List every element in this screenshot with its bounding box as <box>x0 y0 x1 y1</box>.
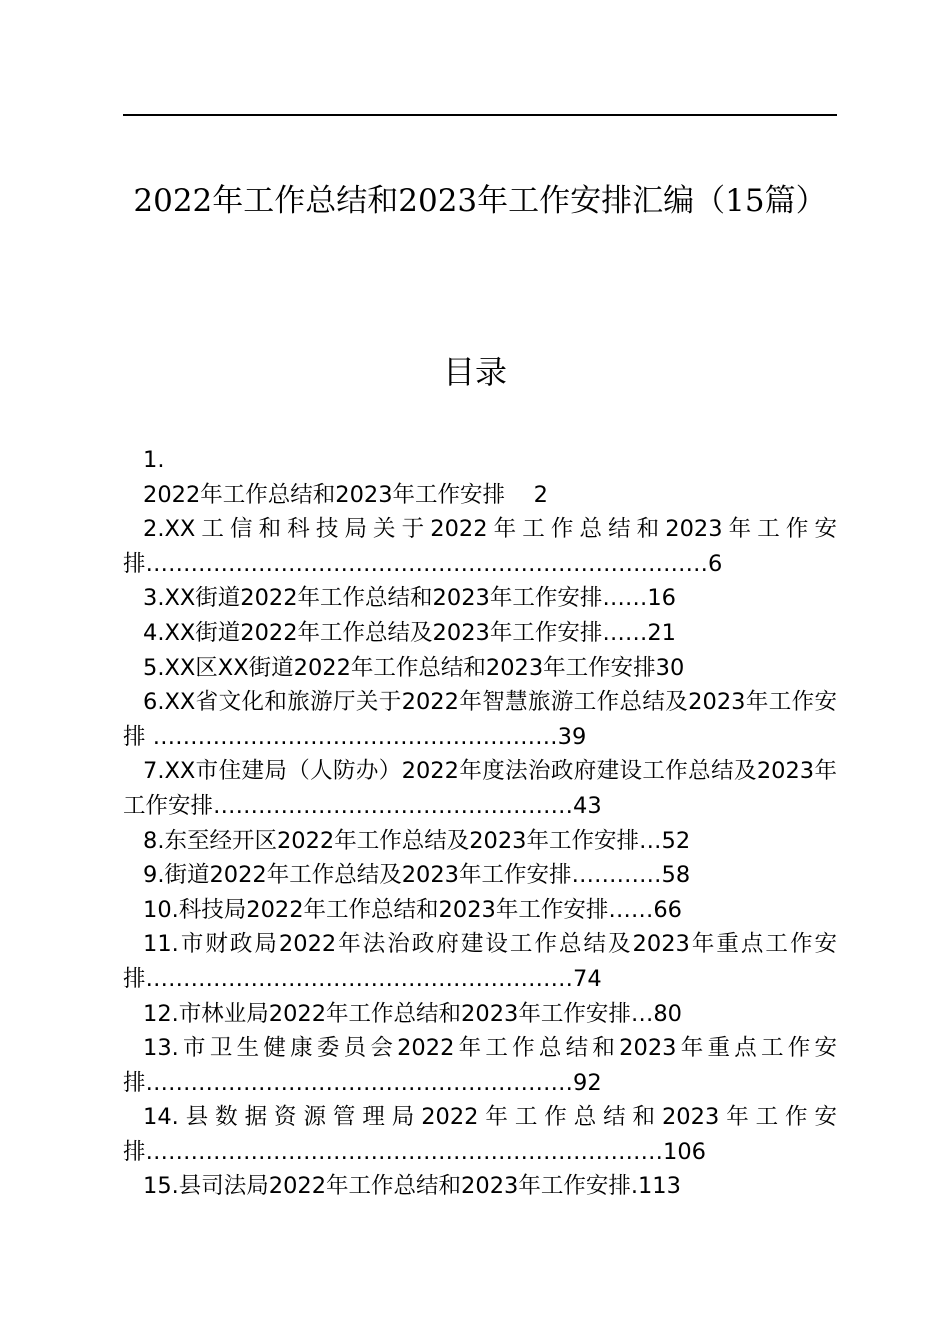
toc-entry-title: XX工信和科技局关于2022年工作总结和2023年工作安排 <box>123 516 837 577</box>
toc-entry-6[interactable] <box>123 685 837 754</box>
toc-entry-number: 4. <box>143 619 165 646</box>
toc-entry-14[interactable] <box>123 1100 837 1169</box>
toc-entry-title: XX省文化和旅游厅关于2022年智慧旅游工作总结及2023年工作安排 <box>123 689 837 750</box>
toc-entry-title: 2022年工作总结和2023年工作安排 <box>143 481 506 508</box>
toc-entry-leader: … <box>639 827 662 854</box>
toc-entry-number: 12. <box>143 1000 179 1027</box>
toc-entry-leader: …… <box>602 585 648 612</box>
toc-entry-number: 8. <box>143 827 165 854</box>
toc-entry-page: 66 <box>653 896 682 923</box>
toc-entry-title: XX区XX街道2022年工作总结和2023年工作安排 <box>164 654 656 681</box>
toc-entry-13[interactable] <box>123 1031 837 1100</box>
toc-entry-leader: ……………………………………………… <box>152 723 558 750</box>
toc-entry-10[interactable] <box>123 893 837 928</box>
toc-entry-title: 县司法局2022年工作总结和2023年工作安排 <box>178 1173 631 1200</box>
toc-entry-number: 7. <box>143 758 165 785</box>
toc-entry-leader: . <box>630 1173 638 1200</box>
toc-entry-title: 东至经开区2022年工作总结及2023年工作安排 <box>164 827 639 854</box>
toc-entry-title: 市财政局2022年法治政府建设工作总结及2023年重点工作安排 <box>123 931 837 992</box>
toc-entry-title: 市林业局2022年工作总结和2023年工作安排 <box>178 1000 631 1027</box>
toc-entry-title: 市卫生健康委员会2022年工作总结和2023年重点工作安排 <box>123 1035 837 1096</box>
toc-entry-title: 科技局2022年工作总结和2023年工作安排 <box>178 896 609 923</box>
toc-entry-leader: ………………………………………… <box>213 792 574 819</box>
toc-entry-leader: ………………………………………………………………… <box>145 550 709 577</box>
toc-entry-number: 6. <box>143 689 165 716</box>
toc-entry-page: 80 <box>653 1000 682 1027</box>
toc-entry-leader: …… <box>602 619 648 646</box>
header-rule <box>123 114 837 116</box>
toc-entry-8[interactable] <box>123 824 837 859</box>
toc-entry-12[interactable] <box>123 997 837 1032</box>
toc-entry-leader: … <box>630 1000 654 1027</box>
toc-entry-title: XX街道2022年工作总结和2023年工作安排 <box>164 585 603 612</box>
toc-entry-page: 16 <box>647 585 676 612</box>
toc-heading: 目录 <box>442 353 507 391</box>
toc-entry-page: 39 <box>557 723 587 750</box>
toc-entry-5[interactable] <box>123 651 837 686</box>
toc-entry-page: 6 <box>708 550 723 577</box>
toc-entry-page: 74 <box>573 965 602 992</box>
toc-entry-page: 92 <box>573 1069 602 1096</box>
toc-entry-15[interactable] <box>123 1169 837 1204</box>
toc-entry-2[interactable] <box>123 512 837 581</box>
toc-entry-9[interactable] <box>123 858 837 893</box>
toc-entry-number: 5. <box>143 654 165 681</box>
toc-entry-page: 52 <box>661 827 691 854</box>
toc-entry-title: XX市住建局（人防办）2022年度法治政府建设工作总结及2023年工作安排 <box>123 758 837 819</box>
toc-entry-leader: ………… <box>571 862 662 889</box>
toc-entry-page: 106 <box>663 1138 706 1165</box>
toc-entry-leader: …………………………………………………………… <box>145 1138 664 1165</box>
toc-entry-leader: ………………………………………………… <box>145 965 574 992</box>
toc-entry-title: XX街道2022年工作总结及2023年工作安排 <box>164 619 603 646</box>
toc-entry-page: 21 <box>647 619 676 646</box>
table-of-contents <box>123 443 837 1204</box>
toc-entry-7[interactable] <box>123 754 837 823</box>
toc-entry-leader: ………………………………………………… <box>145 1069 574 1096</box>
toc-entry-number: 1. <box>143 447 165 473</box>
toc-entry-leader: …… <box>608 896 654 923</box>
toc-entry-title: 街道2022年工作总结及2023年工作安排 <box>164 862 572 889</box>
toc-entry-number: 2. <box>143 516 165 543</box>
toc-entry-number: 13. <box>143 1035 179 1062</box>
toc-entry-page: 30 <box>655 654 685 681</box>
toc-entry-1[interactable] <box>123 443 837 512</box>
toc-entry-number: 14. <box>143 1104 179 1131</box>
toc-entry-3[interactable] <box>123 581 837 616</box>
toc-entry-11[interactable] <box>123 927 837 996</box>
toc-entry-number: 9. <box>143 862 165 889</box>
toc-entry-page: 2 <box>533 481 548 508</box>
toc-entry-number: 11. <box>143 931 179 958</box>
toc-entry-title: 县数据资源管理局2022年工作总结和2023年工作安排 <box>123 1104 837 1165</box>
toc-entry-page: 43 <box>573 792 602 819</box>
toc-entry-page: 113 <box>637 1173 681 1200</box>
toc-entry-page: 58 <box>661 862 691 889</box>
document-title: 2022年工作总结和2023年工作安排汇编（15篇） <box>133 183 827 219</box>
toc-entry-number: 15. <box>143 1173 179 1200</box>
toc-entry-4[interactable] <box>123 616 837 651</box>
toc-entry-number: 10. <box>143 896 179 923</box>
toc-entry-number: 3. <box>143 585 165 612</box>
